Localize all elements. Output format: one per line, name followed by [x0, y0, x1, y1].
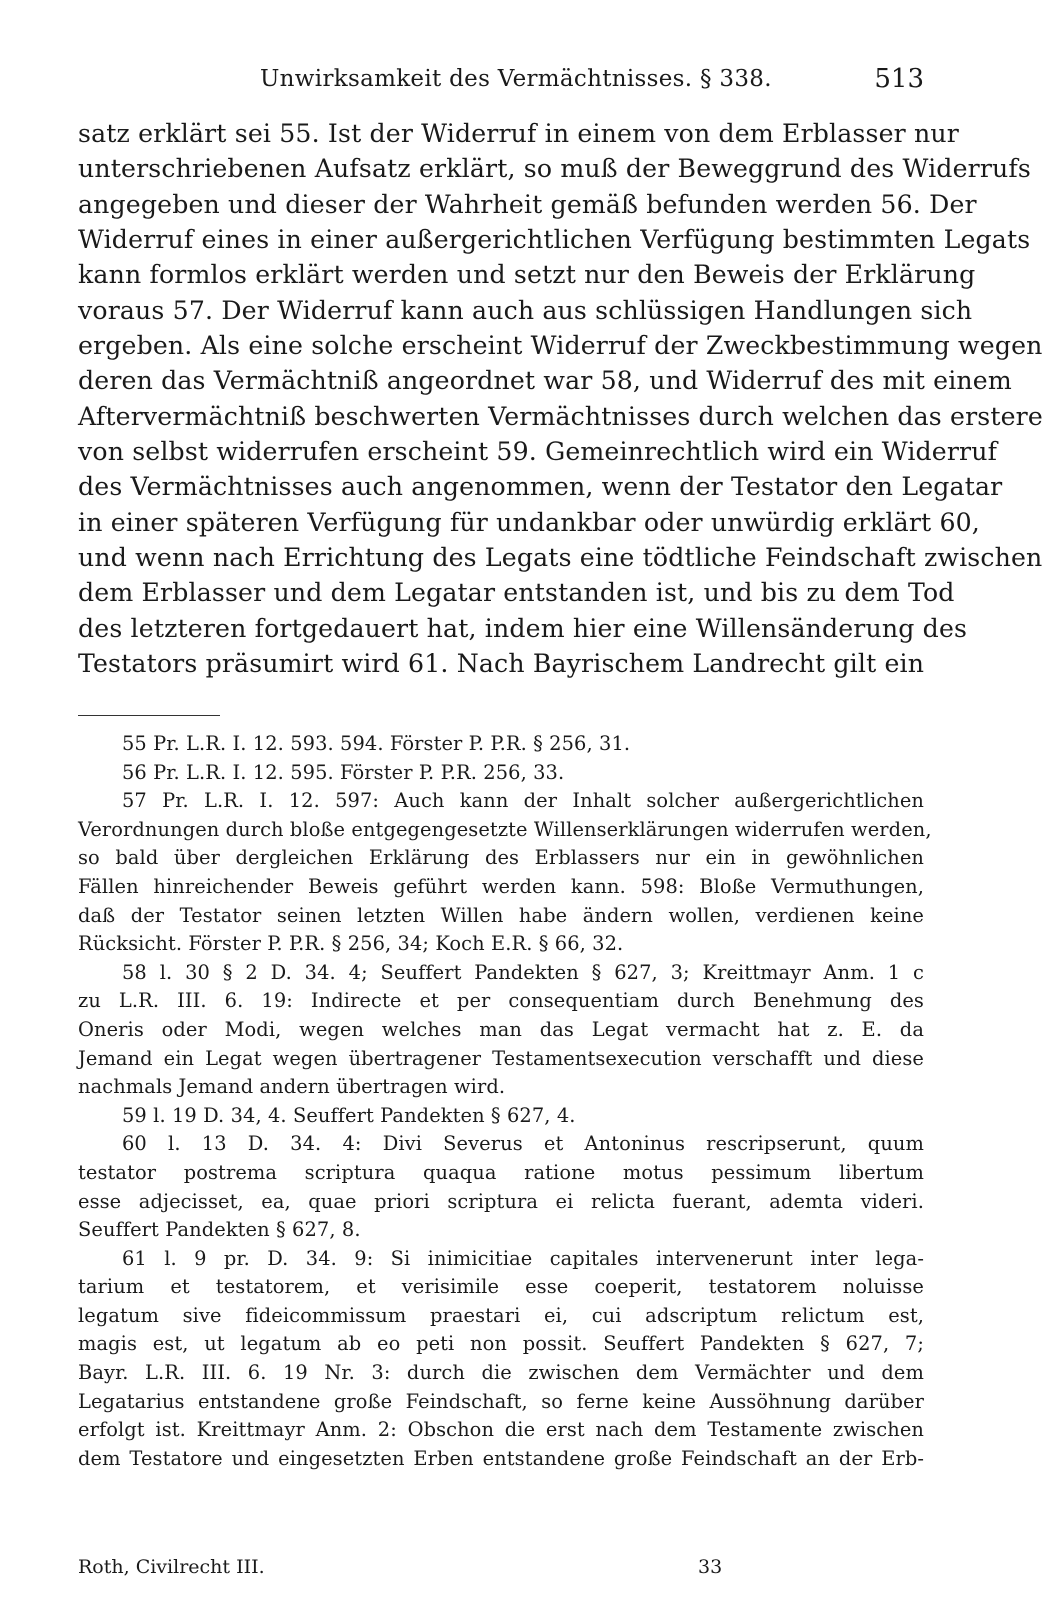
footnote-55 — [78, 730, 924, 759]
body-line: angegeben und dieser der Wahrheit gemäß befunden werden 56. Der — [78, 189, 977, 219]
footnote-line: testator postrema scriptura quaqua ratione motus pessimum libertum — [78, 1160, 924, 1184]
footnote-line: 57 Pr. L.R. I. 12. 597: Auch kann der Inhalt solcher außergerichtlichen — [122, 789, 924, 813]
footnote-line: nachmals Jemand andern übertragen wird. — [78, 1075, 506, 1099]
footnote-line: 56 Pr. L.R. I. 12. 595. Förster P. P.R. 256, 33. — [122, 760, 565, 784]
footnote-line: so bald über dergleichen Erklärung des Erblassers nur ein in gewöhnlichen — [78, 846, 924, 870]
page-number: 513 — [874, 64, 924, 94]
running-head — [78, 62, 924, 98]
footnote-57 — [78, 787, 932, 959]
signature-sheet-number: 33 — [698, 1556, 723, 1578]
footnote-line: 61 l. 9 pr. D. 34. 9: Si inimicitiae capitales intervenerunt inter lega- — [122, 1246, 924, 1270]
body-line: des Vermächtnisses auch angenommen, wenn der Testator den Legatar — [78, 472, 1003, 502]
footnote-line: Rücksicht. Förster P. P.R. § 256, 34; Koch E.R. § 66, 32. — [78, 932, 624, 956]
footnote-56 — [78, 759, 924, 788]
footnote-line: esse adjecisset, ea, quae priori scriptura ei relicta fuerant, ademta videri. — [78, 1189, 924, 1213]
footnote-60 — [78, 1130, 924, 1244]
footnote-line: Bayr. L.R. III. 6. 19 Nr. 3: durch die zwischen dem Vermächter und dem — [78, 1361, 924, 1385]
body-line: Widerruf eines in einer außergerichtlichen Verfügung bestimmten Legats — [78, 225, 1031, 255]
body-line: und wenn nach Errichtung des Legats eine tödtliche Feindschaft zwischen — [78, 543, 1043, 573]
footnote-line: 59 l. 19 D. 34, 4. Seuffert Pandekten § 627, 4. — [122, 1103, 576, 1127]
body-line: satz erklärt sei 55. Ist der Widerruf in einem von dem Erblasser nur — [78, 119, 959, 148]
body-line: ergeben. Als eine solche erscheint Widerruf der Zweckbestimmung wegen — [78, 331, 1043, 361]
body-line: Aftervermächtniß beschwerten Vermächtnisses durch welchen das erstere — [78, 401, 1043, 431]
body-line: kann formlos erklärt werden und setzt nur den Beweis der Erklärung — [78, 260, 976, 290]
body-line: unterschriebenen Aufsatz erklärt, so muß der Beweggrund des Widerrufs — [78, 154, 1031, 184]
footnotes — [78, 730, 932, 1473]
footnote-line: dem Testatore und eingesetzten Erben entstandene große Feindschaft an der Erb- — [78, 1446, 924, 1470]
footnote-line: zu L.R. III. 6. 19: Indirecte et per consequentiam durch Benehmung des — [78, 989, 924, 1013]
footnote-line: daß der Testator seinen letzten Willen habe ändern wollen, verdienen keine — [78, 903, 924, 927]
footnote-line: legatum sive fideicommissum praestari ei, cui adscriptum relictum est, — [78, 1303, 924, 1327]
signature-author: Roth, Civilrecht III. — [78, 1556, 265, 1578]
body-line: dem Erblasser und dem Legatar entstanden ist, und bis zu dem Tod — [78, 578, 955, 608]
body-line: voraus 57. Der Widerruf kann auch aus schlüssigen Handlungen sich — [78, 295, 973, 325]
printer-signature — [78, 1556, 924, 1586]
footnote-line: magis est, ut legatum ab eo peti non possit. Seuffert Pandekten § 627, 7; — [78, 1332, 924, 1356]
footnote-line: Fällen hinreichender Beweis geführt werden kann. 598: Bloße Vermuthungen, — [78, 874, 924, 898]
footnote-separator — [78, 715, 220, 716]
footnote-line: 58 l. 30 § 2 D. 34. 4; Seuffert Pandekten § 627, 3; Kreittmayr Anm. 1 c — [122, 960, 924, 984]
body-line: in einer späteren Verfügung für undankbar oder unwürdig erklärt 60, — [78, 507, 980, 537]
footnote-line: 55 Pr. L.R. I. 12. 593. 594. Förster P. P.R. § 256, 31. — [122, 732, 631, 755]
footnote-line: Verordnungen durch bloße entgegengesetzte Willenserklärungen widerrufen werden, — [78, 817, 932, 841]
footnote-line: tarium et testatorem, et verisimile esse coeperit, testatorem noluisse — [78, 1275, 924, 1299]
footnote-line: Jemand ein Legat wegen übertragener Testamentsexecution verschafft und diese — [78, 1046, 924, 1070]
running-title: Unwirksamkeit des Vermächtnisses. § 338. — [260, 66, 772, 92]
body-line: deren das Vermächtniß angeordnet war 58, und Widerruf des mit einem — [78, 366, 1012, 396]
footnote-61 — [78, 1245, 924, 1474]
footnote-line: Oneris oder Modi, wegen welches man das Legat vermacht hat z. E. da — [78, 1017, 924, 1041]
body-line: des letzteren fortgedauert hat, indem hier eine Willensänderung des — [78, 613, 968, 643]
footnote-58 — [78, 959, 924, 1102]
footnote-line: 60 l. 13 D. 34. 4: Divi Severus et Antoninus rescripserunt, quum — [122, 1132, 924, 1156]
body-line: von selbst widerrufen erscheint 59. Gemeinrechtlich wird ein Widerruf — [78, 437, 998, 467]
footnote-line: Seuffert Pandekten § 627, 8. — [78, 1218, 361, 1242]
footnote-59 — [78, 1102, 924, 1131]
main-text — [78, 116, 1043, 682]
footnote-line: Legatarius entstandene große Feindschaft, so ferne keine Aussöhnung darüber — [78, 1389, 924, 1413]
footnote-line: erfolgt ist. Kreittmayr Anm. 2: Obschon die erst nach dem Testamente zwischen — [78, 1418, 924, 1442]
body-line: Testators präsumirt wird 61. Nach Bayrischem Landrecht gilt ein — [78, 649, 925, 679]
